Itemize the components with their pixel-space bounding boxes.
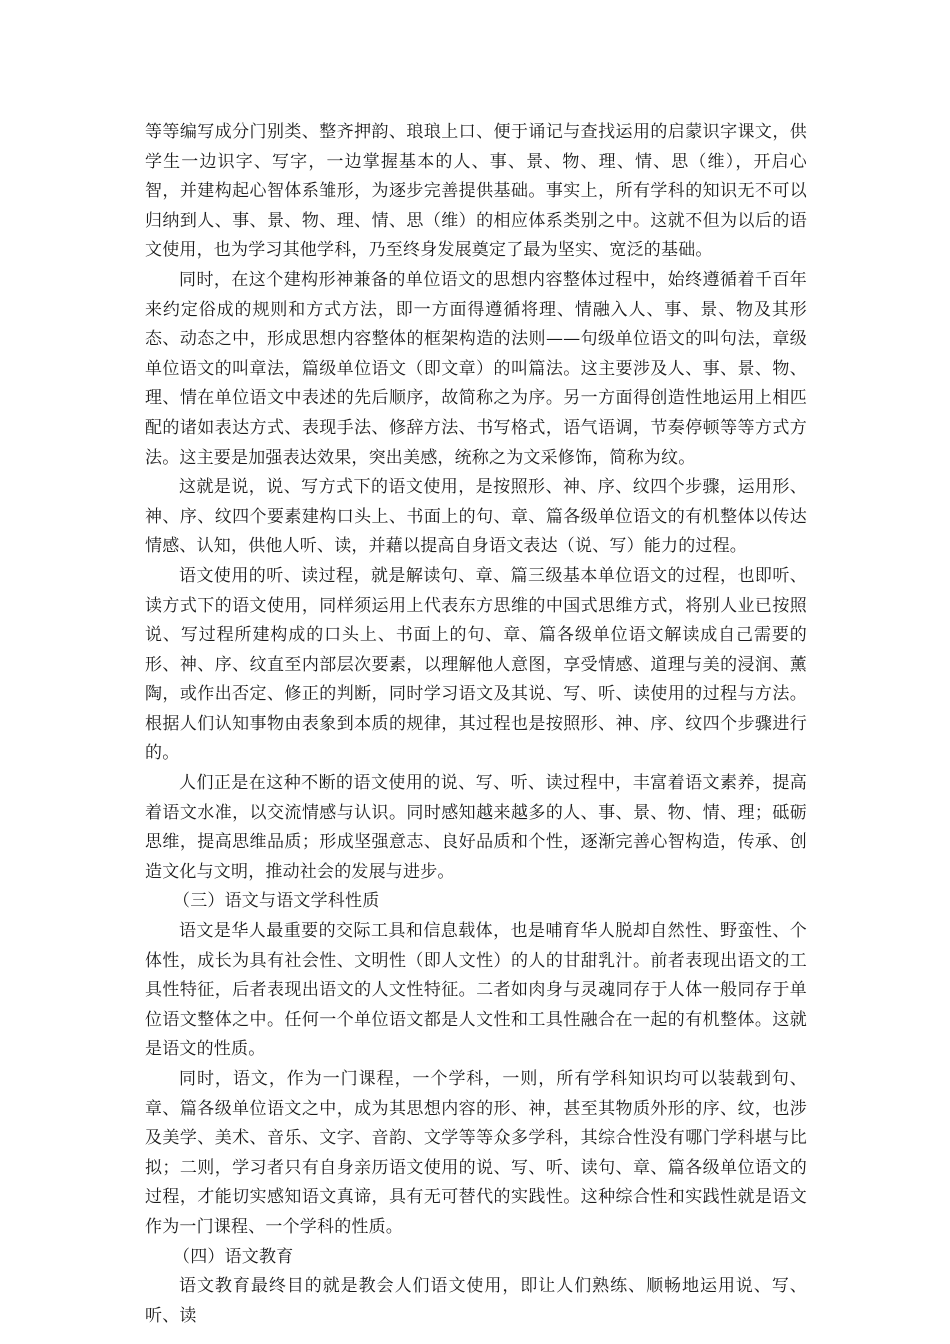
paragraph: 等等编写成分门别类、整齐押韵、琅琅上口、便于诵记与查找运用的启蒙识字课文，供学生一边识字、写字，一边掌握基本的人、事、景、物、理、情、思（维），开启心智，并建构起心智体系雏形，为逐步完善提供基础。事实上，所有学科的知识无不可以归纳到人、事、景、物、理、情、思（维）的相应体系类别之中。这就不但为以后的语文使用，也为学习其他学科，乃至终身发展奠定了最为坚实、宽泛的基础。 xyxy=(145,122,807,261)
paragraph: 语文使用的听、读过程，就是解读句、章、篇三级基本单位语文的过程，也即听、读方式下的语文使用，同样须运用上代表东方思维的中国式思维方式，将别人业已按照说、写过程所建构成的口头上、书面上的句、章、篇各级单位语文解读成自己需要的形、神、序、纹直至内部层次要素，以理解他人意图，享受情感、道理与美的浸润、薰陶，或作出否定、修正的判断，同时学习语文及其说、写、听、读使用的过程与方法。根据人们认知事物由表象到本质的规律，其过程也是按照形、神、序、纹四个步骤进行的。 xyxy=(145,565,807,764)
paragraph: 同时，语文，作为一门课程，一个学科，一则，所有学科知识均可以装载到句、章、篇各级单位语文之中，成为其思想内容的形、神，甚至其物质外形的序、纹，也涉及美学、美术、音乐、文字、音韵、文学等等众多学科，其综合性没有哪门学科堪与比拟；二则，学习者只有自身亲历语文使用的说、写、听、读句、章、篇各级单位语文的过程，才能切实感知语文真谛，具有无可替代的实践性。这种综合性和实践性就是语文作为一门课程、一个学科的性质。 xyxy=(145,1069,807,1237)
section-heading-3: （三）语文与语文学科性质 xyxy=(173,891,380,912)
paragraph: 同时，在这个建构形神兼备的单位语文的思想内容整体过程中，始终遵循着千百年来约定俗成的规则和方式方法，即一方面得遵循将理、情融入人、事、景、物及其形态、动态之中，形成思想内容整体的框架构造的法则——句级单位语文的叫句法，章级单位语文的叫章法，篇级单位语文（即文章）的叫篇法。这主要涉及人、事、景、物、理、情在单位语文中表述的先后顺序，故简称之为序。另一方面得创造性地运用上相匹配的诸如表达方式、表现手法、修辞方法、书写格式，语气语调，节奏停顿等等方式方法。这主要是加强表达效果，突出美感，统称之为文采修饰，简称为纹。 xyxy=(145,269,807,468)
paragraph: 语文教育最终目的就是教会人们语文使用，即让人们熟练、顺畅地运用说、写、听、读 xyxy=(145,1276,807,1326)
document-body xyxy=(145,118,807,1331)
paragraph: 这就是说，说、写方式下的语文使用，是按照形、神、序、纹四个步骤，运用形、神、序、纹四个要素建构口头上、书面上的句、章、篇各级单位语文的有机整体以传达情感、认知，供他人听、读，并藉以提高自身语文表达（说、写）能力的过程。 xyxy=(145,477,807,557)
section-heading-4: （四）语文教育 xyxy=(173,1246,294,1267)
paragraph: 人们正是在这种不断的语文使用的说、写、听、读过程中，丰富着语文素养，提高着语文水准，以交流情感与认识。同时感知越来越多的人、事、景、物、情、理；砥砺思维，提高思维品质；形成坚强意志、良好品质和个性，逐渐完善心智构造，传承、创造文化与文明，推动社会的发展与进步。 xyxy=(145,773,807,882)
paragraph: 语文是华人最重要的交际工具和信息载体，也是哺育华人脱却自然性、野蛮性、个体性，成长为具有社会性、文明性（即人文性）的人的甘甜乳汁。前者表现出语文的工具性特征，后者表现出语文的人文性特征。二者如肉身与灵魂同存于人体一般同存于单位语文整体之中。任何一个单位语文都是人文性和工具性融合在一起的有机整体。这就是语文的性质。 xyxy=(145,921,807,1060)
